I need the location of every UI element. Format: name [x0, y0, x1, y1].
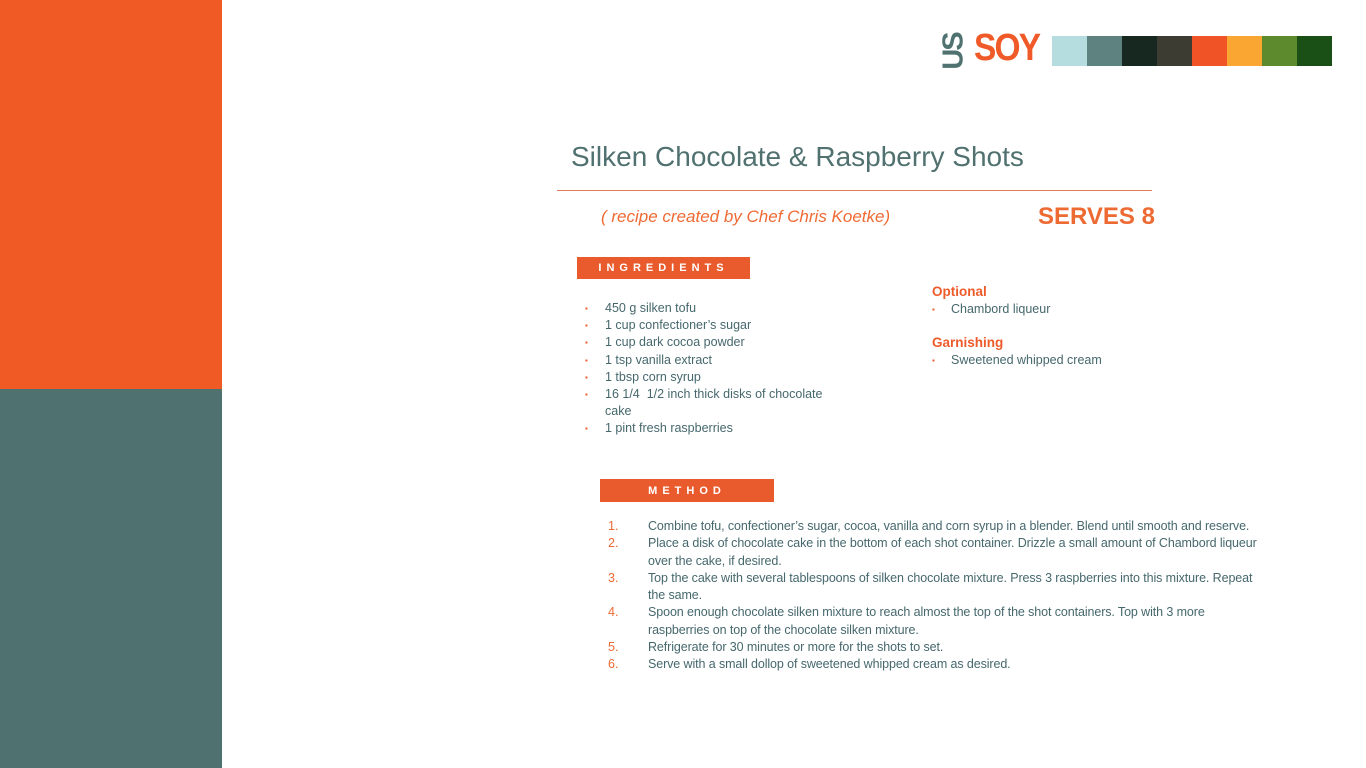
method-step [608, 639, 1258, 656]
bullet-icon: ▪ [585, 304, 588, 313]
ingredient-item [585, 317, 847, 334]
ingredient-text: 16 1/4 1/2 inch thick disks of chocolate cake [605, 387, 826, 419]
garnishing-text: Sweetened whipped cream [951, 353, 1102, 367]
ingredient-item [585, 369, 847, 386]
bullet-icon: ▪ [585, 424, 588, 434]
step-text: Top the cake with several tablespoons of silken chocolate mixture. Press 3 raspberries into this mixture. Repeat the same. [648, 570, 1253, 603]
step-text: Serve with a small dollop of sweetened whipped cream as desired. [648, 657, 1011, 672]
step-text: Place a disk of chocolate cake in the bottom of each shot container. Drizzle a small amount of Chambord liqueur over the cake, if desired. [648, 536, 1257, 568]
bullet-icon: ▪ [932, 356, 935, 365]
method-step [608, 656, 1258, 673]
ussoy-logo-soy: SOY [974, 27, 1040, 69]
palette-swatch [1192, 36, 1227, 66]
brand-color-palette [1052, 36, 1332, 66]
optional-section [932, 284, 1232, 318]
ingredient-text: 1 tsp vanilla extract [605, 352, 712, 367]
ingredient-text: 1 pint fresh raspberries [605, 421, 733, 436]
step-text: Combine tofu, confectioner’s sugar, cocoa, vanilla and corn syrup in a blender. Blend until smooth and reserve. [648, 519, 1250, 533]
ingredient-item [585, 352, 847, 369]
palette-swatch [1157, 36, 1192, 66]
step-number: 6. [608, 657, 619, 672]
ingredient-item [585, 420, 847, 437]
palette-swatch [1087, 36, 1122, 66]
bullet-icon: ▪ [932, 305, 935, 314]
palette-swatch [1052, 36, 1087, 66]
method-step [608, 604, 1258, 639]
bullet-icon: ▪ [585, 372, 588, 382]
recipe-byline: ( recipe created by Chef Chris Koetke) [601, 207, 891, 226]
step-text: Refrigerate for 30 minutes or more for the shots to set. [648, 640, 944, 655]
ingredient-item [585, 334, 847, 351]
bullet-icon: ▪ [585, 390, 588, 400]
sidebar-accent-orange [0, 0, 222, 389]
method-step [608, 535, 1258, 570]
bullet-icon: ▪ [585, 321, 588, 331]
step-number: 2. [608, 536, 619, 551]
step-number: 3. [608, 570, 619, 585]
ingredient-item [585, 300, 847, 317]
method-heading: METHOD [600, 479, 774, 502]
optional-text: Chambord liqueur [951, 302, 1051, 316]
title-divider [557, 190, 1152, 191]
palette-swatch [1227, 36, 1262, 66]
step-number: 1. [608, 519, 619, 533]
optional-item [932, 301, 1232, 318]
palette-swatch [1262, 36, 1297, 66]
method-list [608, 518, 1258, 674]
ingredient-text: 450 g silken tofu [605, 301, 697, 315]
ingredient-text: 1 cup confectioner’s sugar [605, 318, 752, 333]
bullet-icon: ▪ [585, 355, 588, 365]
ussoy-logo-us [936, 28, 972, 74]
palette-swatch [1122, 36, 1157, 66]
step-number: 5. [608, 640, 619, 655]
ussoy-logo-us-text: US [937, 32, 970, 70]
garnishing-item [932, 352, 1232, 369]
sidebar-accent-teal [0, 389, 222, 768]
garnishing-heading: Garnishing [932, 335, 1004, 350]
serves-label: SERVES 8 [1038, 203, 1155, 230]
garnishing-section [932, 335, 1232, 369]
palette-swatch [1297, 36, 1332, 66]
method-step [608, 518, 1258, 535]
step-number: 4. [608, 605, 619, 620]
ingredients-list [585, 300, 847, 438]
ingredient-text: 1 cup dark cocoa powder [605, 335, 745, 350]
bullet-icon: ▪ [585, 338, 588, 348]
ingredient-item [585, 386, 847, 420]
page-title: Silken Chocolate & Raspberry Shots [571, 141, 1024, 172]
ingredients-heading: INGREDIENTS [577, 257, 750, 279]
optional-heading: Optional [932, 284, 987, 299]
step-text: Spoon enough chocolate silken mixture to reach almost the top of the shot containers. Top with 3 more raspberries on top of the chocolate silken mixture. [648, 605, 1205, 637]
method-step [608, 570, 1258, 605]
ingredient-text: 1 tbsp corn syrup [605, 369, 701, 384]
